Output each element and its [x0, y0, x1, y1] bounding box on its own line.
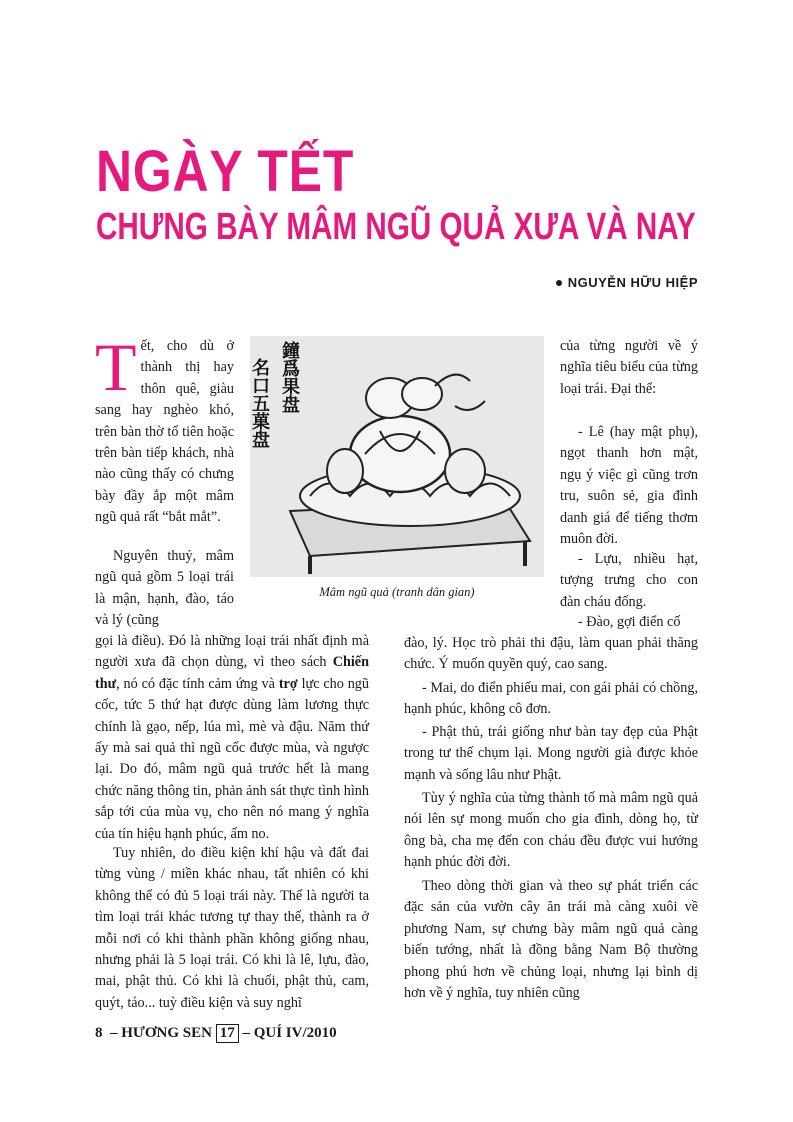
paragraph-history: Theo dòng thời gian và theo sự phát triển các đặc sản của vườn cây ăn trái mà càng xuôi về phương Nam, sự chưng bày mâm ngũ quả càng biến tướng, nhất là đồng bằng Nam Bộ thường phong phú hơn về chủng loại, nhưng lại bình dị hơn về ý nghĩa, tuy nhiên cũng — [404, 878, 698, 1002]
article-subtitle: CHƯNG BÀY MÂM NGŨ QUẢ XƯA VÀ NAY — [96, 206, 696, 248]
issue-period: – QUÍ IV/2010 — [242, 1025, 337, 1041]
text-span: lực cho ngũ cốc, tức 5 thứ hạt được dùng làm lương thực chính là gạo, nếp, lúa mì, mè và đậu. Năm thứ ấy mà sai quả thì ngũ cốc được mùa, và ngược lại. Do đó, mâm ngũ quả trước hết là mang chức năng thông tin, phản ảnh sát thực tình hình sắp tới của mùa vụ, cho nên nó mang ý nghĩa của tín hiệu hạnh phúc, ấm no. — [95, 675, 369, 842]
paragraph-intro-text: ết, cho dù ở thành thị hay thôn quê, giàu sang hay nghèo khó, trên bàn thờ tổ tiên hoặc trên bàn tiếp khách, nhà nào cũng thấy có chưng bày đầy ắp một mâm ngũ quả rất “bắt mắt”. — [95, 338, 234, 526]
page-number: 8 — [95, 1025, 103, 1041]
folk-painting-image — [250, 336, 544, 577]
paragraph-variation: Tuy nhiên, do điều kiện khí hậu và đất đai từng vùng / miền khác nhau, tất nhiên có khi không thể có đủ 5 loại trái này. Thế là người ta tìm loại trái khác tương tự thay thế, thành ra ở mỗi nơi có khi thành phần không giống nhau, nhưng phải là 5 loại trái. Có khi là lê, lựu, đào, mai, phật thủ. Có khi là chuối, phật thủ, cam, quýt, táo... tuỳ điều kiện và suy nghĩ — [95, 845, 369, 1011]
paragraph-le: - Lê (hay mật phụ), ngọt thanh hơn mật, ngụ ý việc gì cũng trơn tru, suôn sẻ, gia đình danh giá để tiếng thơm muôn đời. — [560, 424, 698, 548]
paragraph-mai: - Mai, do điển phiếu mai, con gái phải có chồng, hạnh phúc, không cô đơn. — [404, 680, 698, 718]
bold-word: trợ — [278, 675, 298, 692]
paragraph-dao-top: - Đào, gợi điển cố — [578, 614, 681, 630]
paragraph-origin — [95, 631, 369, 845]
author-name: NGUYỄN HỮU HIỆP — [567, 275, 698, 290]
paragraph-significance: Tùy ý nghĩa của từng thành tố mà mâm ngũ quả nói lên sự mong muốn cho gia đình, dòng họ, từ ông bà, cha mẹ đến con cháu đều được vui hưởng hạnh phúc đời đời. — [404, 790, 698, 871]
article-title: NGÀY TẾT — [96, 139, 355, 204]
paragraph-origin-top: Nguyên thuỷ, mâm ngũ quả gồm 5 loại trái là mận, hạnh, đào, táo và lý (cũng — [95, 548, 234, 629]
paragraph-luu: - Lựu, nhiều hạt, tượng trưng cho con đàn cháu đống. — [560, 551, 698, 610]
text-span: gọi là điều). Đó là những loại trái nhất định mà người xưa đã chọn dùng, vì theo sách — [95, 633, 369, 671]
text-span: , nó có đặc tính cảm ứng và — [116, 675, 279, 692]
issue-number: 17 — [216, 1024, 239, 1043]
figure-caption: Mâm ngũ quả (tranh dân gian) — [319, 585, 475, 599]
magazine-name: – HƯƠNG SEN — [110, 1025, 212, 1041]
inscription-left: 名口五菓盘 — [250, 358, 270, 448]
book-title: Chiến thư — [95, 654, 369, 692]
paragraph-meaning-intro: của từng người về ý nghĩa tiêu biểu của từng loại trái. Đại thể: — [560, 338, 698, 397]
paragraph-intro — [95, 329, 234, 529]
paragraph-phat-thu: - Phật thủ, trái giống như bàn tay đẹp của Phật trong tư thế chụm lại. Mong người già được khỏe mạnh và sống lâu như Phật. — [404, 724, 698, 783]
bullet-icon — [556, 280, 562, 286]
page-footer — [95, 1024, 337, 1043]
drop-cap: T — [95, 329, 137, 405]
fruit-tray-illustration — [250, 336, 544, 577]
author-byline — [556, 275, 698, 290]
paragraph-dao: đào, lý. Học trò phải thi đậu, làm quan phải thăng chức. Ý muốn quyền quý, cao sang. — [404, 635, 698, 673]
inscription-right: 鐘爲果盘 — [280, 341, 300, 413]
